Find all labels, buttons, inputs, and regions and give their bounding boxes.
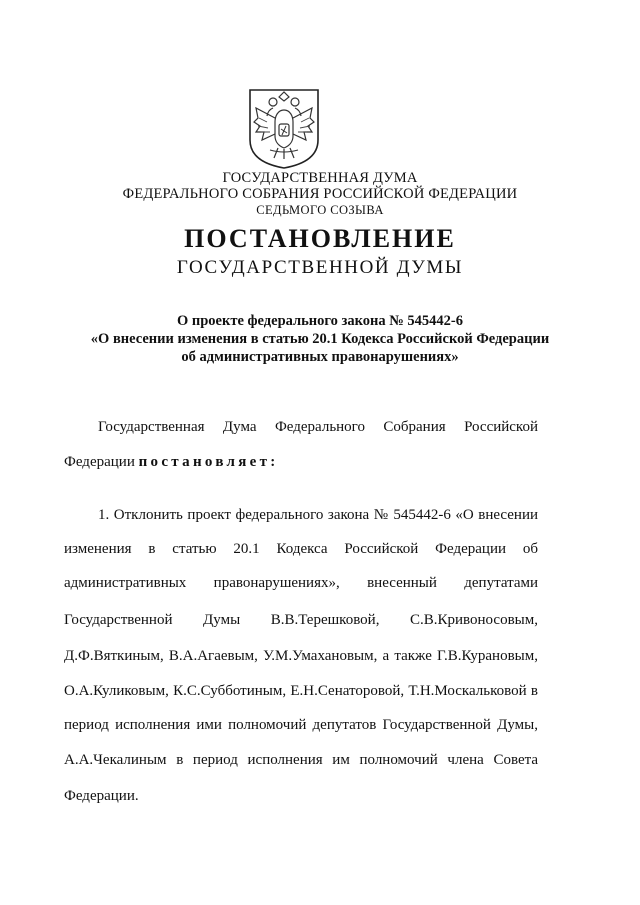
header-line-federal-assembly: ФЕДЕРАЛЬНОГО СОБРАНИЯ РОССИЙСКОЙ ФЕДЕРАЦИИ xyxy=(122,186,518,202)
document-issuer: ГОСУДАРСТВЕННОЙ ДУМЫ xyxy=(176,257,464,278)
subject-line-2: «О внесении изменения в статью 20.1 Кодекса Российской Федерации xyxy=(90,331,550,347)
item-1-line: 1. Отклонить проект федерального закона № 545442-6 «О внесении xyxy=(98,507,538,523)
item-1-line: изменения в статью 20.1 Кодекса Российской Федерации об xyxy=(64,541,538,557)
item-1-line: период исполнения ими полномочий депутатов Государственной Думы, xyxy=(64,717,538,733)
resolves-word: постановляет: xyxy=(138,454,279,470)
preamble-line-2 xyxy=(64,454,538,471)
subject-line-1: О проекте федерального закона № 545442-6 xyxy=(176,313,464,329)
item-1-line: Федерации. xyxy=(64,788,139,804)
item-1-line: административных правонарушениях», внесенный депутатами xyxy=(64,575,538,591)
document-type-title: ПОСТАНОВЛЕНИЕ xyxy=(184,224,456,253)
russian-coat-of-arms-icon xyxy=(248,88,320,170)
header-line-convocation: СЕДЬМОГО СОЗЫВА xyxy=(256,203,384,217)
item-1-line: О.А.Куликовым, К.С.Субботиным, Е.Н.Сенаторовой, Т.Н.Москальковой в xyxy=(64,683,538,699)
item-1-line: А.А.Чекалиным в период исполнения им полномочий члена Совета xyxy=(64,752,538,768)
header-line-duma: ГОСУДАРСТВЕННАЯ ДУМА xyxy=(222,170,418,186)
item-1-line: Государственной Думы В.В.Терешковой, С.В.Кривоносовым, xyxy=(64,612,538,628)
preamble-line-1: Государственная Дума Федерального Собрания Российской xyxy=(98,419,538,435)
preamble-text: Федерации xyxy=(64,454,139,470)
item-1-line: Д.Ф.Вяткиным, В.А.Агаевым, У.М.Умахановым, а также Г.В.Курановым, xyxy=(64,648,538,664)
subject-line-3: об административных правонарушениях» xyxy=(181,349,459,365)
